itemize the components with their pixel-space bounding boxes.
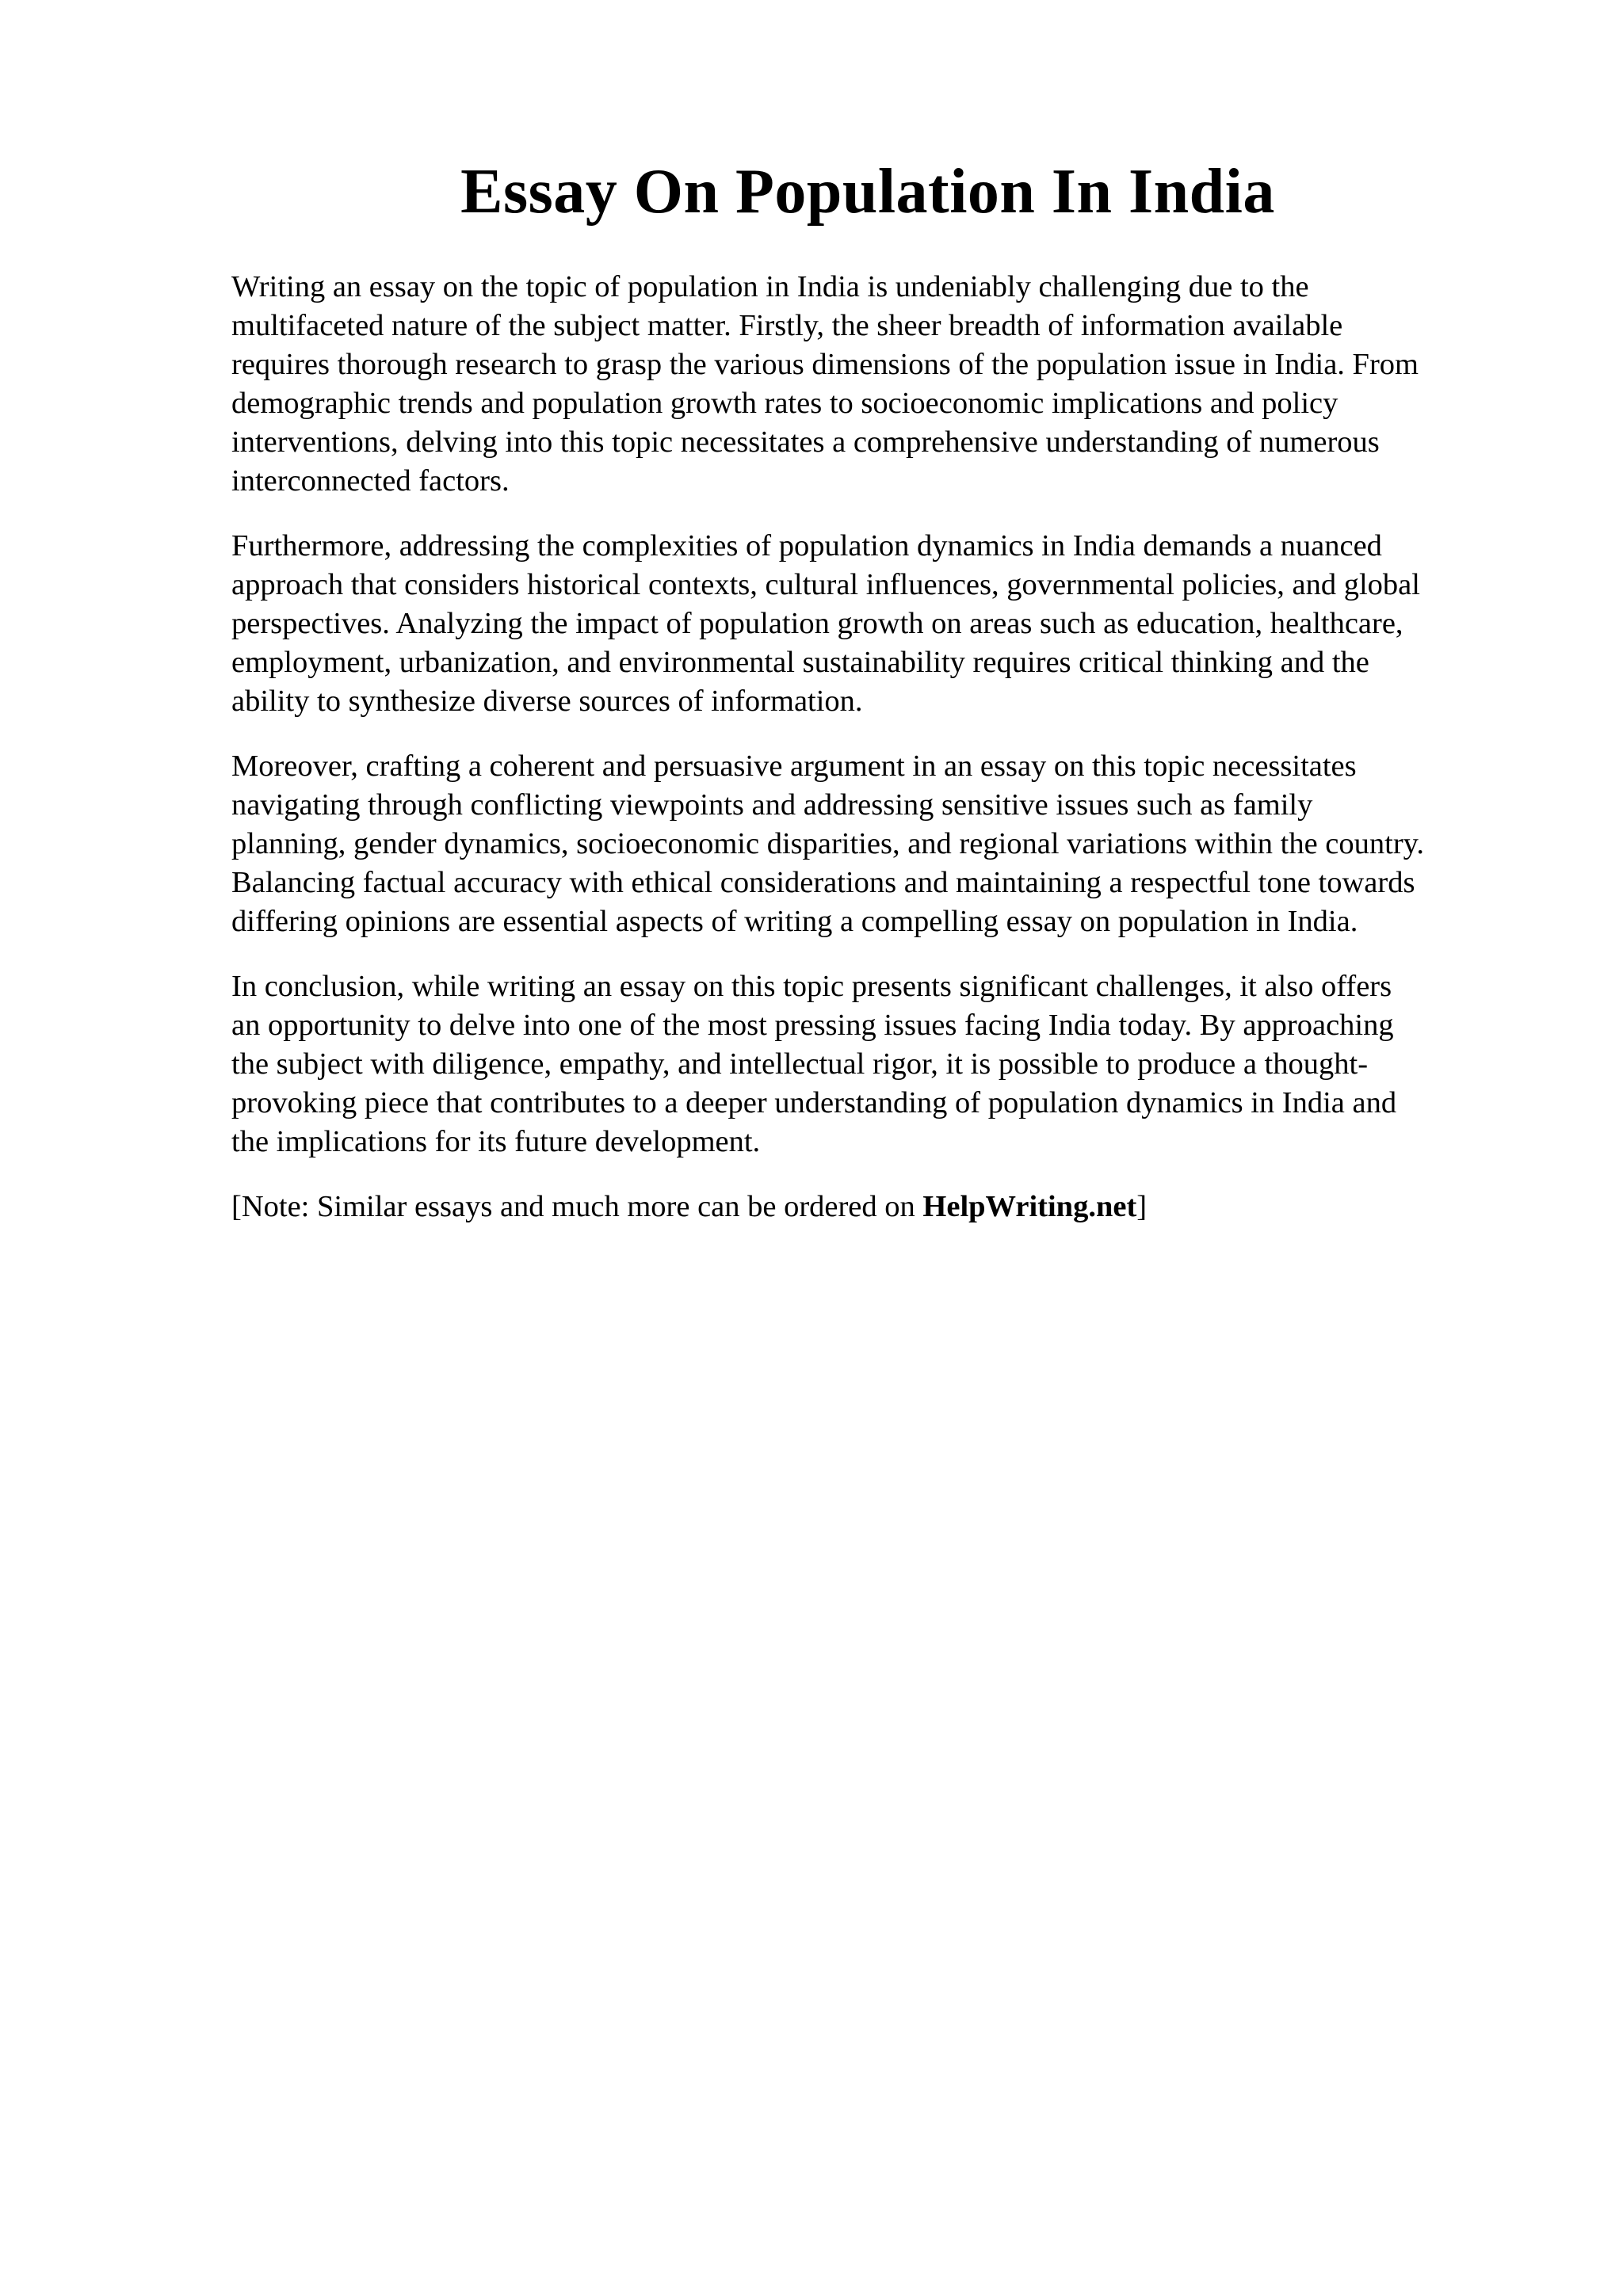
paragraph-2 (231, 527, 1531, 721)
text-line: the implications for its future development. (231, 1125, 761, 1158)
paragraph-3 (231, 747, 1531, 941)
text-line: Furthermore, addressing the complexities of population dynamics in India demands a nuanced (231, 529, 1382, 563)
text-line: an opportunity to delve into one of the most pressing issues facing India today. By approaching (231, 1009, 1394, 1042)
text-line: employment, urbanization, and environmental sustainability requires critical thinking and the (231, 646, 1369, 679)
note-suffix: ] (1136, 1190, 1148, 1223)
text-line: perspectives. Analyzing the impact of population growth on areas such as education, healthcare, (231, 607, 1403, 640)
text-line: approach that considers historical contexts, cultural influences, governmental policies, and global (231, 568, 1420, 601)
text-line: provoking piece that contributes to a deeper understanding of population dynamics in India and (231, 1086, 1397, 1119)
text-line: In conclusion, while writing an essay on this topic presents significant challenges, it also offers (231, 970, 1392, 1003)
text-line: Writing an essay on the topic of population in India is undeniably challenging due to the (231, 270, 1309, 303)
note-prefix: [Note: Similar essays and much more can be ordered on (231, 1190, 923, 1223)
paragraph-1 (231, 268, 1531, 501)
document-title: Essay On Population In India (460, 157, 1275, 227)
text-line: multifaceted nature of the subject matter. Firstly, the sheer breadth of information available (231, 309, 1343, 342)
text-line: demographic trends and population growth rates to socioeconomic implications and policy (231, 387, 1338, 420)
text-line: Balancing factual accuracy with ethical considerations and maintaining a respectful tone towards (231, 866, 1415, 899)
text-line: planning, gender dynamics, socioeconomic disparities, and regional variations within the country. (231, 827, 1425, 860)
helpwriting-link[interactable]: HelpWriting.net (922, 1190, 1137, 1223)
text-line: differing opinions are essential aspects of writing a compelling essay on population in India. (231, 905, 1358, 938)
text-line: the subject with diligence, empathy, and intellectual rigor, it is possible to produce a thought- (231, 1047, 1369, 1081)
text-line: interconnected factors. (231, 464, 510, 498)
text-line: requires thorough research to grasp the various dimensions of the population issue in India. From (231, 348, 1419, 381)
text-line: Moreover, crafting a coherent and persuasive argument in an essay on this topic necessitates (231, 749, 1357, 783)
paragraph-4 (231, 967, 1531, 1161)
text-line: navigating through conflicting viewpoints and addressing sensitive issues such as family (231, 788, 1313, 822)
text-line: interventions, delving into this topic necessitates a comprehensive understanding of numerous (231, 425, 1380, 459)
document-body (231, 268, 1531, 1226)
text-line: ability to synthesize diverse sources of information. (231, 685, 863, 718)
footer-note (231, 1188, 1531, 1226)
